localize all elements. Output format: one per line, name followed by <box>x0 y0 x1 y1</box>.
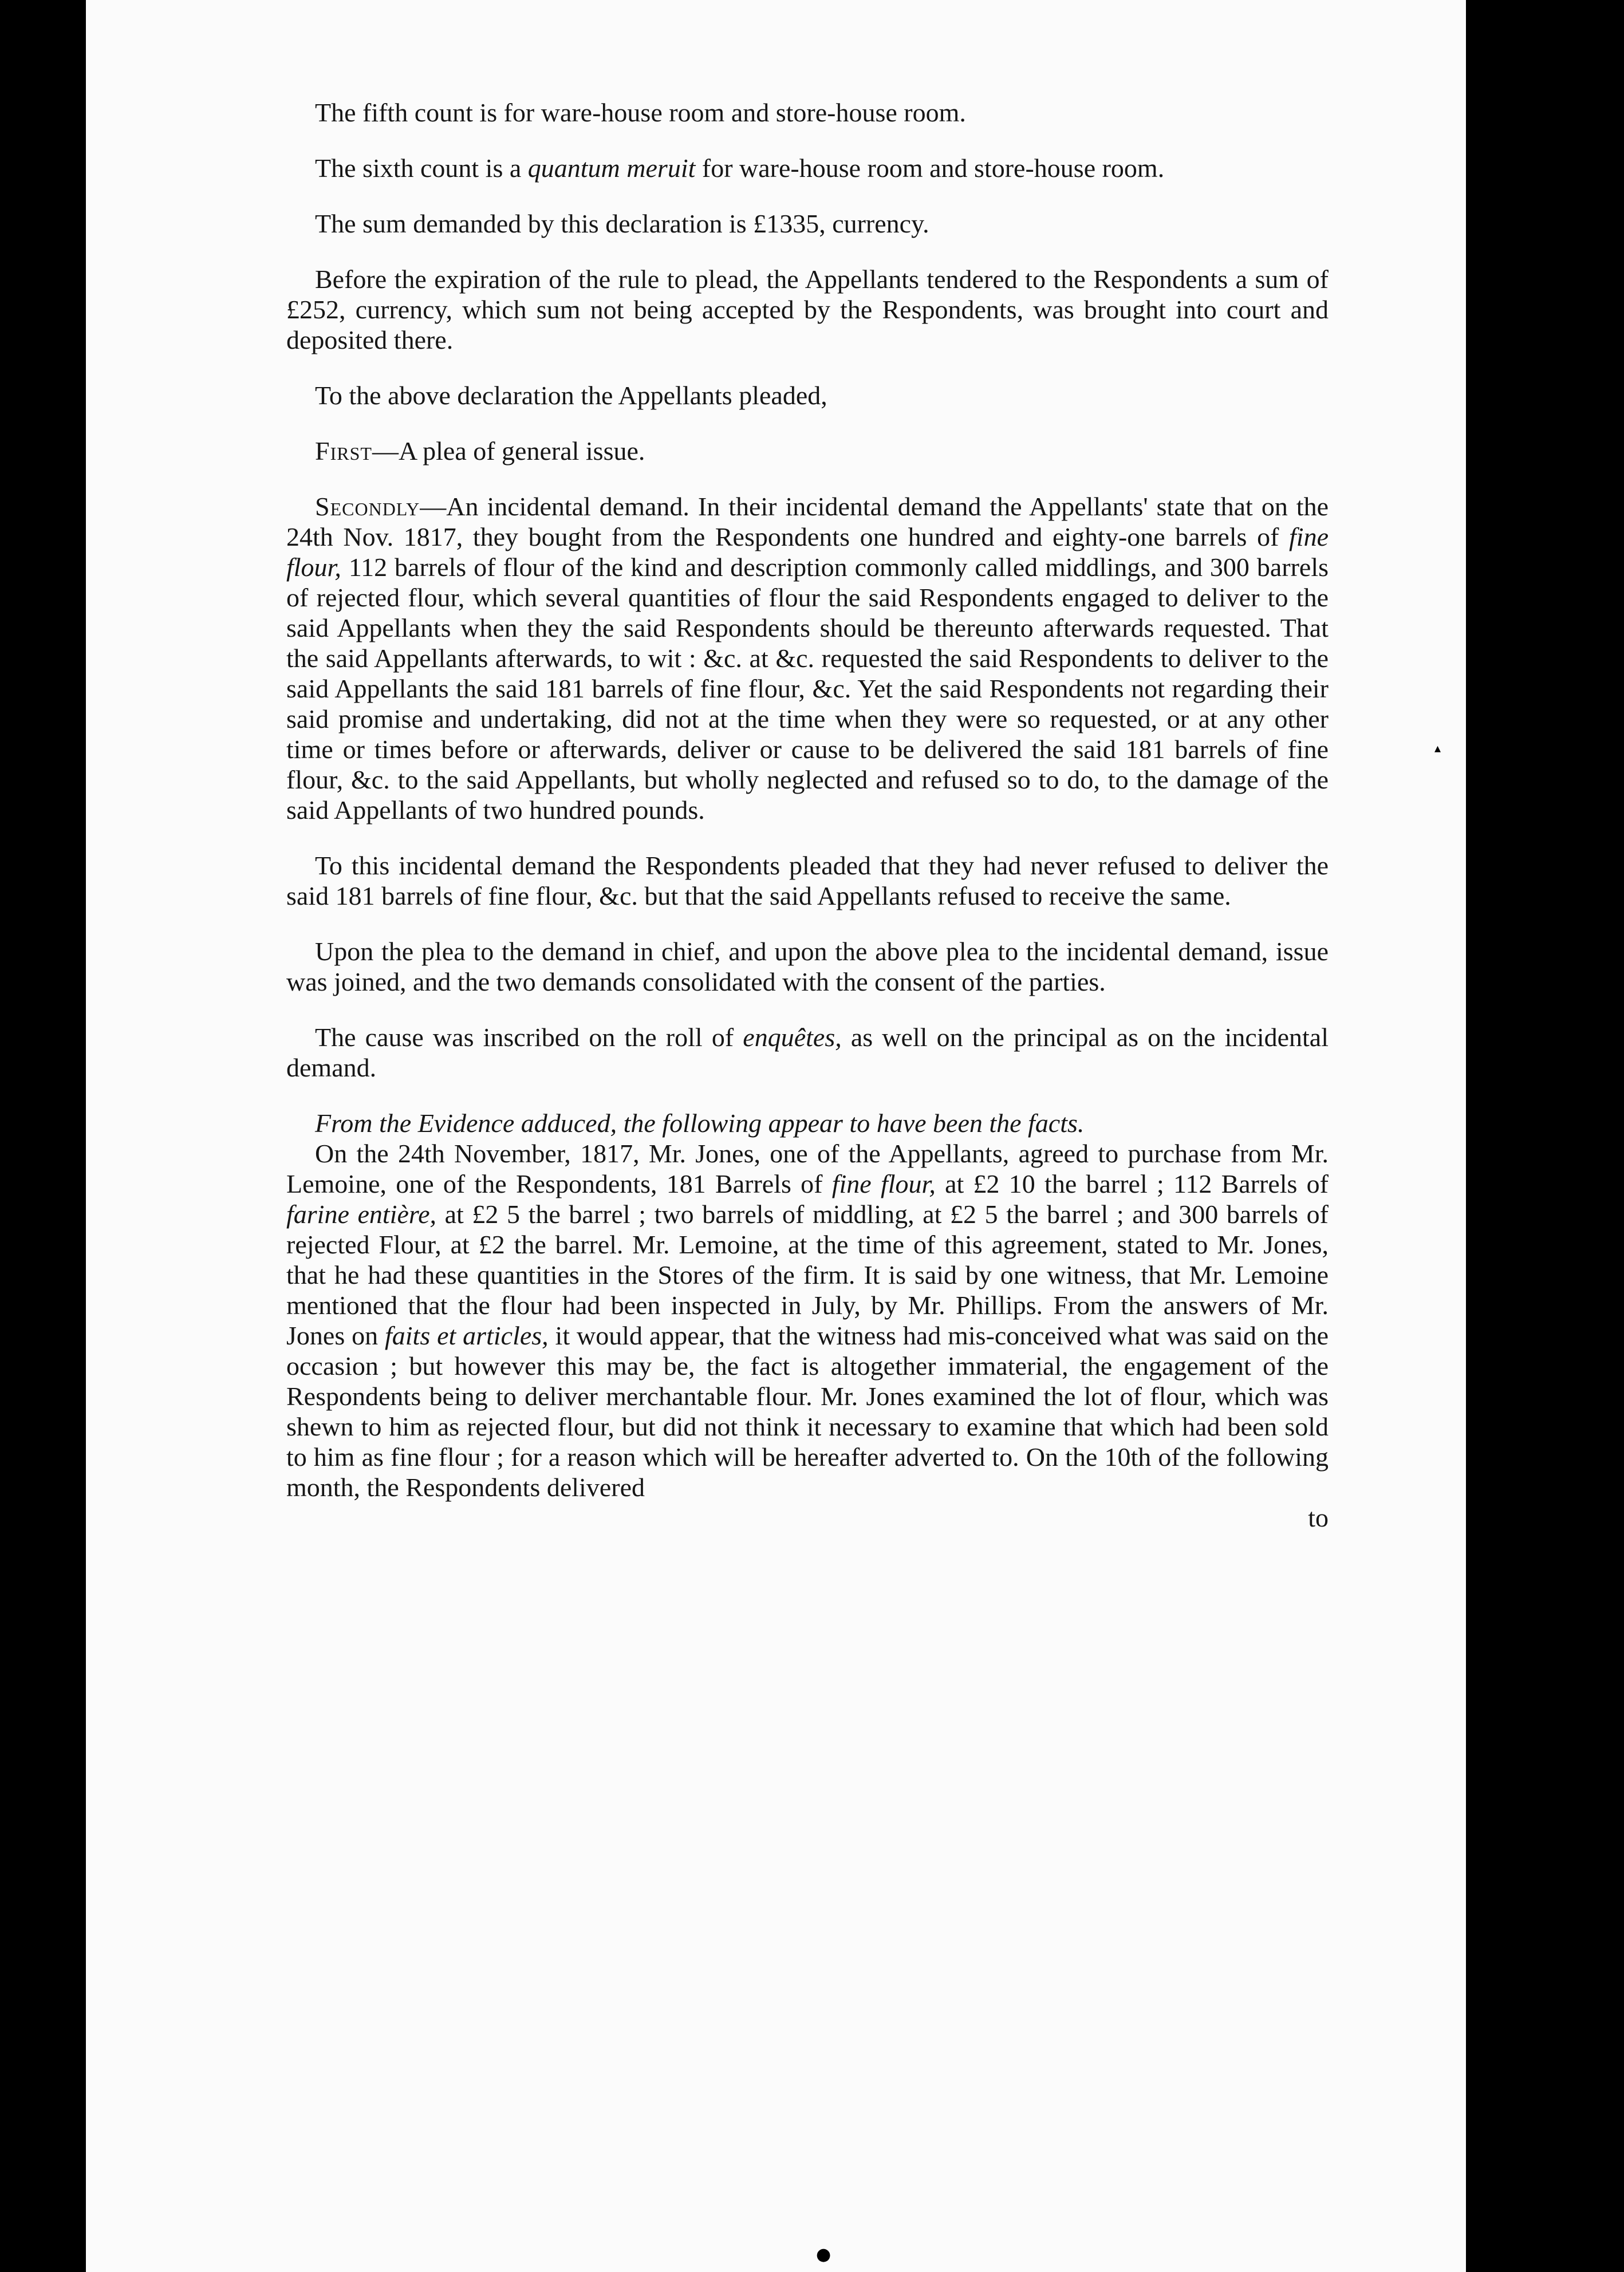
text-run: On the 24th November, 1817, Mr. Jones, one of the Appellants, agreed to purchase from Mr. Lemoine, one of the Respondents, 181 Barrels of <box>286 1139 1329 1198</box>
margin-mark-bottom-blot: ● <box>816 2245 831 2265</box>
paragraph-sixth-count <box>286 153 1329 183</box>
margin-mark-arrow-4: ➜ <box>1468 1435 1485 1459</box>
italic-run: fine flour, <box>286 522 1329 582</box>
text-run: Upon the plea to the demand in chief, and upon the above plea to the incidental demand, issue was joined, and the two demands consolidated with the consent of the parties. <box>286 937 1329 996</box>
margin-mark-arrow-5: ➜ <box>1468 1716 1485 1740</box>
text-run: —A plea of general issue. <box>372 436 645 466</box>
italic-run: enquêtes, <box>743 1023 842 1052</box>
italic-run: faits et articles, <box>384 1321 549 1350</box>
catchword: to <box>1308 1503 1329 1532</box>
margin-mark-dash-bottom: — <box>1471 2071 1491 2094</box>
small-caps-run: Secondly <box>315 492 420 521</box>
text-run: as well on the principal as on the incidental demand. <box>286 1023 1329 1082</box>
paragraph-issue-joined <box>286 936 1329 997</box>
text-run: for ware-house room and store-house room. <box>695 153 1165 183</box>
text-run: The sum demanded by this declaration is £1335, currency. <box>315 209 929 238</box>
paragraph-tender <box>286 264 1329 355</box>
paragraph-pleaded <box>286 380 1329 411</box>
paragraph-fifth-count <box>286 97 1329 128</box>
text-run: at £2 10 the barrel ; 112 Barrels of <box>935 1169 1329 1198</box>
margin-mark-arrow-3: ➜ <box>1468 1158 1485 1181</box>
text-run: The sixth count is a <box>315 153 528 183</box>
text-run: it would appear, that the witness had mis-conceived what was said on the occasion ; but however this may be, the fact is altogether immaterial, the engagement of the Respondents being to deliver merchantable flour. Mr. Jones examined the lot of flour, which was shewn to him as rejected flour, but did not think it necessary to examine that which had been sold to him as fine flour ; for a reason which will be hereafter adverted to. On the 10th of the following month, the Respondents delivered <box>286 1321 1329 1502</box>
text-run: The fifth count is for ware-house room and store-house room. <box>315 98 966 127</box>
paragraph-respondents-plea <box>286 850 1329 911</box>
italic-run: fine flour, <box>831 1169 936 1198</box>
paragraph-first-plea <box>286 436 1329 466</box>
italic-run: From the Evidence adduced, the following appear to have been the facts. <box>315 1109 1085 1138</box>
text-run: To this incidental demand the Respondents pleaded that they had never refused to deliver the said 181 barrels of fine flour, &c. but that the said Appellants refused to receive the same. <box>286 851 1329 910</box>
text-run: —An incidental demand. In their incidental demand the Appellants' state that on the 24th Nov. 1817, they bought from the Respondents one hundred and eighty-one barrels of <box>286 492 1329 551</box>
margin-mark-arrow-1: ➜ <box>1468 319 1485 342</box>
italic-run: farine entière, <box>286 1200 436 1229</box>
italic-run: quantum meruit <box>527 153 696 183</box>
paragraph-sum-demanded <box>286 208 1329 239</box>
margin-mark-triangle: ▲ <box>1472 874 1488 898</box>
text-run: The cause was inscribed on the roll of <box>315 1023 743 1052</box>
text-run: at £2 5 the barrel ; two barrels of middling, at £2 5 the barrel ; and 300 barrels of rejected Flour, at £2 the barrel. Mr. Lemoine, at the time of this agreement, stated to Mr. Jones, that he had these quantities in the Stores of the firm. It is said by one witness, that Mr. Lemoine mentioned that the flour had been inspected in July, by Mr. Phillips. From the answers of Mr. Jones on <box>286 1200 1329 1350</box>
document-body <box>286 97 1329 1533</box>
text-run: Before the expiration of the rule to plead, the Appellants tendered to the Respondents a sum of £252, currency, which sum not being accepted by the Respondents, was brought into court and deposited there. <box>286 265 1329 354</box>
paragraph-enquetes <box>286 1022 1329 1083</box>
margin-mark-dash-top: — <box>1471 38 1491 62</box>
margin-mark-small-triangle: ▴ <box>1434 741 1441 756</box>
text-run: 112 barrels of flour of the kind and description commonly called middlings, and 300 barrels of rejected flour, which several quantities of flour the said Respondents engaged to deliver to the said Appellants when they the said Respondents should be thereunto afterwards requested. That the said Appellants afterwards, to wit : &c. at &c. requested the said Respondents to deliver to the said Appellants the said 181 barrels of fine flour, &c. Yet the said Respondents not regarding their said promise and undertaking, did not at the time when they were so requested, or at any other time or times before or afterwards, deliver or cause to be delivered the said 181 barrels of fine flour, &c. to the said Appellants, but wholly neglected and refused so to do, to the damage of the said Appellants of two hundred pounds. <box>286 553 1329 825</box>
paragraph-evidence-heading <box>286 1108 1329 1138</box>
text-run: To the above declaration the Appellants pleaded, <box>315 381 827 410</box>
margin-mark-arrow-2: ➜ <box>1468 602 1485 626</box>
small-caps-run: First <box>315 436 372 466</box>
paragraph-facts <box>286 1138 1329 1502</box>
paragraph-secondly-incidental-demand <box>286 491 1329 825</box>
